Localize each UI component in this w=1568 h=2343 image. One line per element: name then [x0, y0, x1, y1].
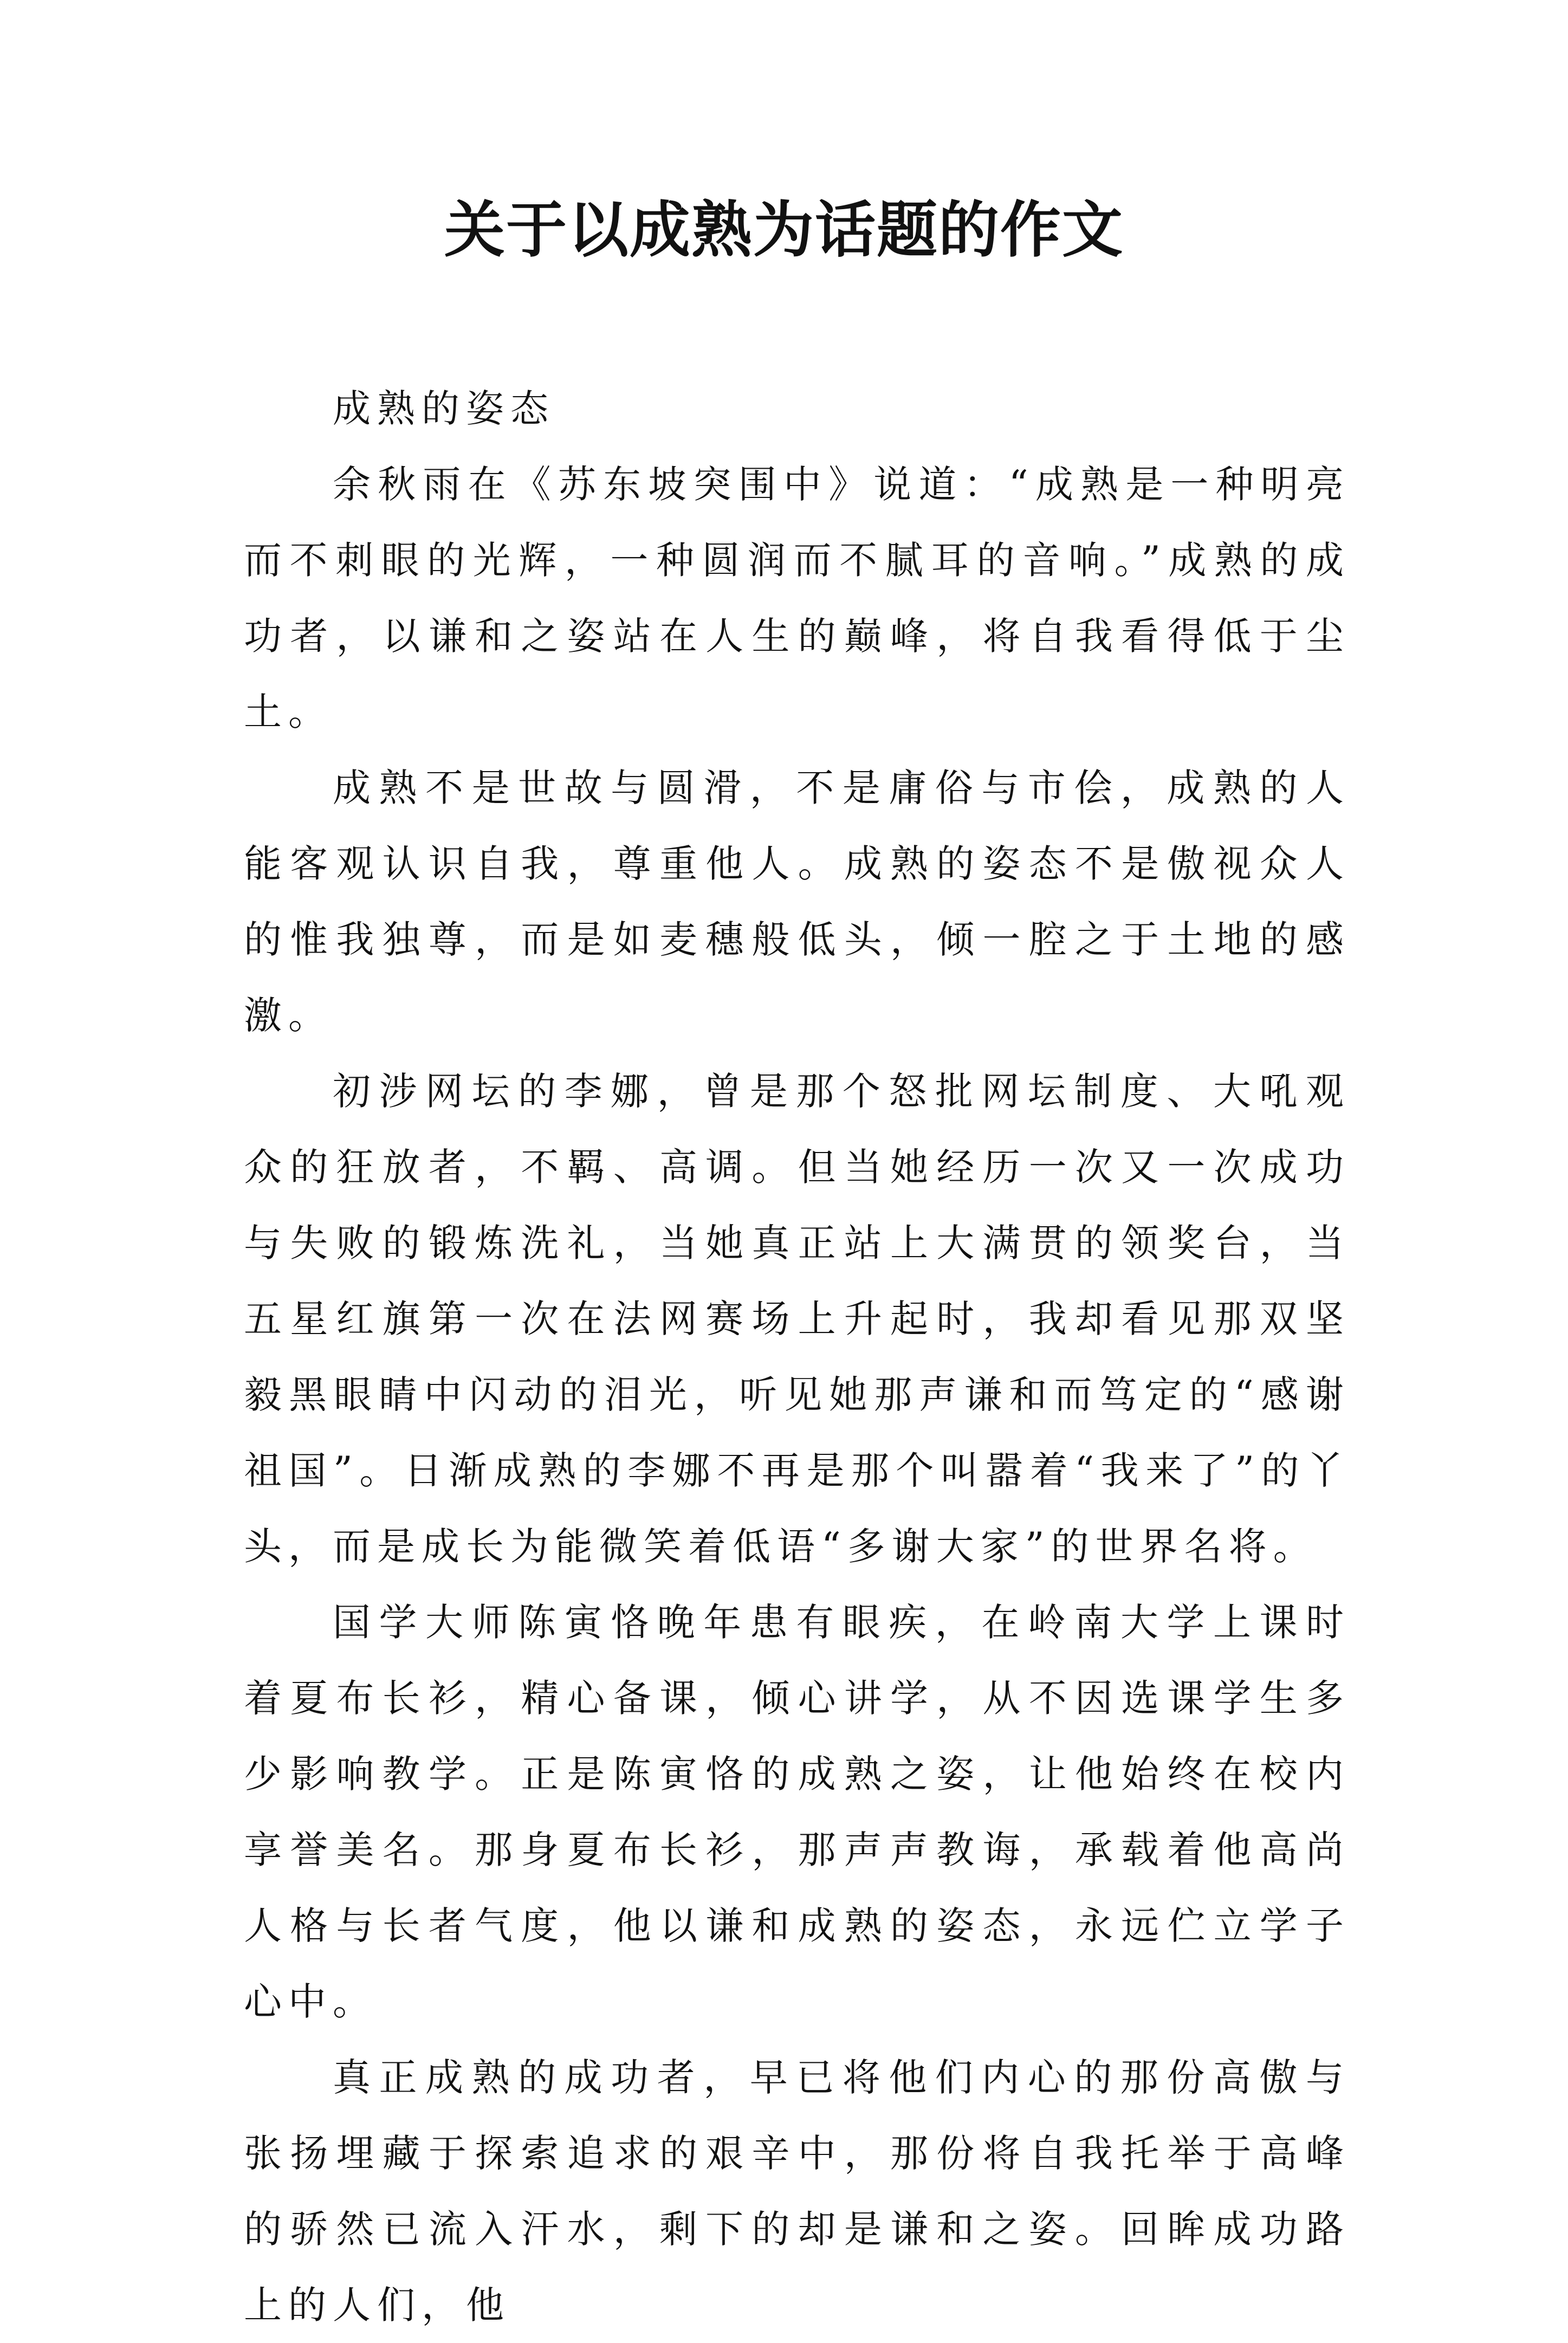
paragraph: 余秋雨在《苏东坡突围中》说道：“成熟是一种明亮而不刺眼的光辉，一种圆润而不腻耳的音响。”成熟的成功者，以谦和之姿站在人生的巅峰，将自我看得低于尘土。 [244, 462, 1350, 734]
paragraph: 真正成熟的成功者，早已将他们内心的那份高傲与张扬埋藏于探索追求的艰辛中，那份将自我托举于高峰的骄然已流入汗水，剩下的却是谦和之姿。回眸成功路上的人们，他 [244, 2055, 1350, 2327]
document-body [244, 371, 1350, 2343]
paragraph: 国学大师陈寅恪晚年患有眼疾，在岭南大学上课时着夏布长衫，精心备课，倾心讲学，从不因选课学生多少影响教学。正是陈寅恪的成熟之姿，让他始终在校内享誉美名。那身夏布长衫，那声声教诲，承载着他高尚人格与长者气度，他以谦和成熟的姿态，永远伫立学子心中。 [244, 1600, 1350, 2024]
section-heading: 成熟的姿态 [333, 386, 555, 431]
document-title: 关于以成熟为话题的作文 [444, 195, 1124, 266]
paragraph: 成熟不是世故与圆滑，不是庸俗与市侩，成熟的人能客观认识自我，尊重他人。成熟的姿态不是傲视众人的惟我独尊，而是如麦穗般低头，倾一腔之于土地的感激。 [244, 766, 1350, 1038]
paragraph: 初涉网坛的李娜，曾是那个怒批网坛制度、大吼观众的狂放者，不羁、高调。但当她经历一次又一次成功与失败的锻炼洗礼，当她真正站上大满贯的领奖台，当五星红旗第一次在法网赛场上升起时，我却看见那双坚毅黑眼睛中闪动的泪光，听见她那声谦和而笃定的“感谢祖国”。日渐成熟的李娜不再是那个叫嚣着“我来了”的丫头，而是成长为能微笑着低语“多谢大家”的世界名将。 [244, 1069, 1350, 1569]
